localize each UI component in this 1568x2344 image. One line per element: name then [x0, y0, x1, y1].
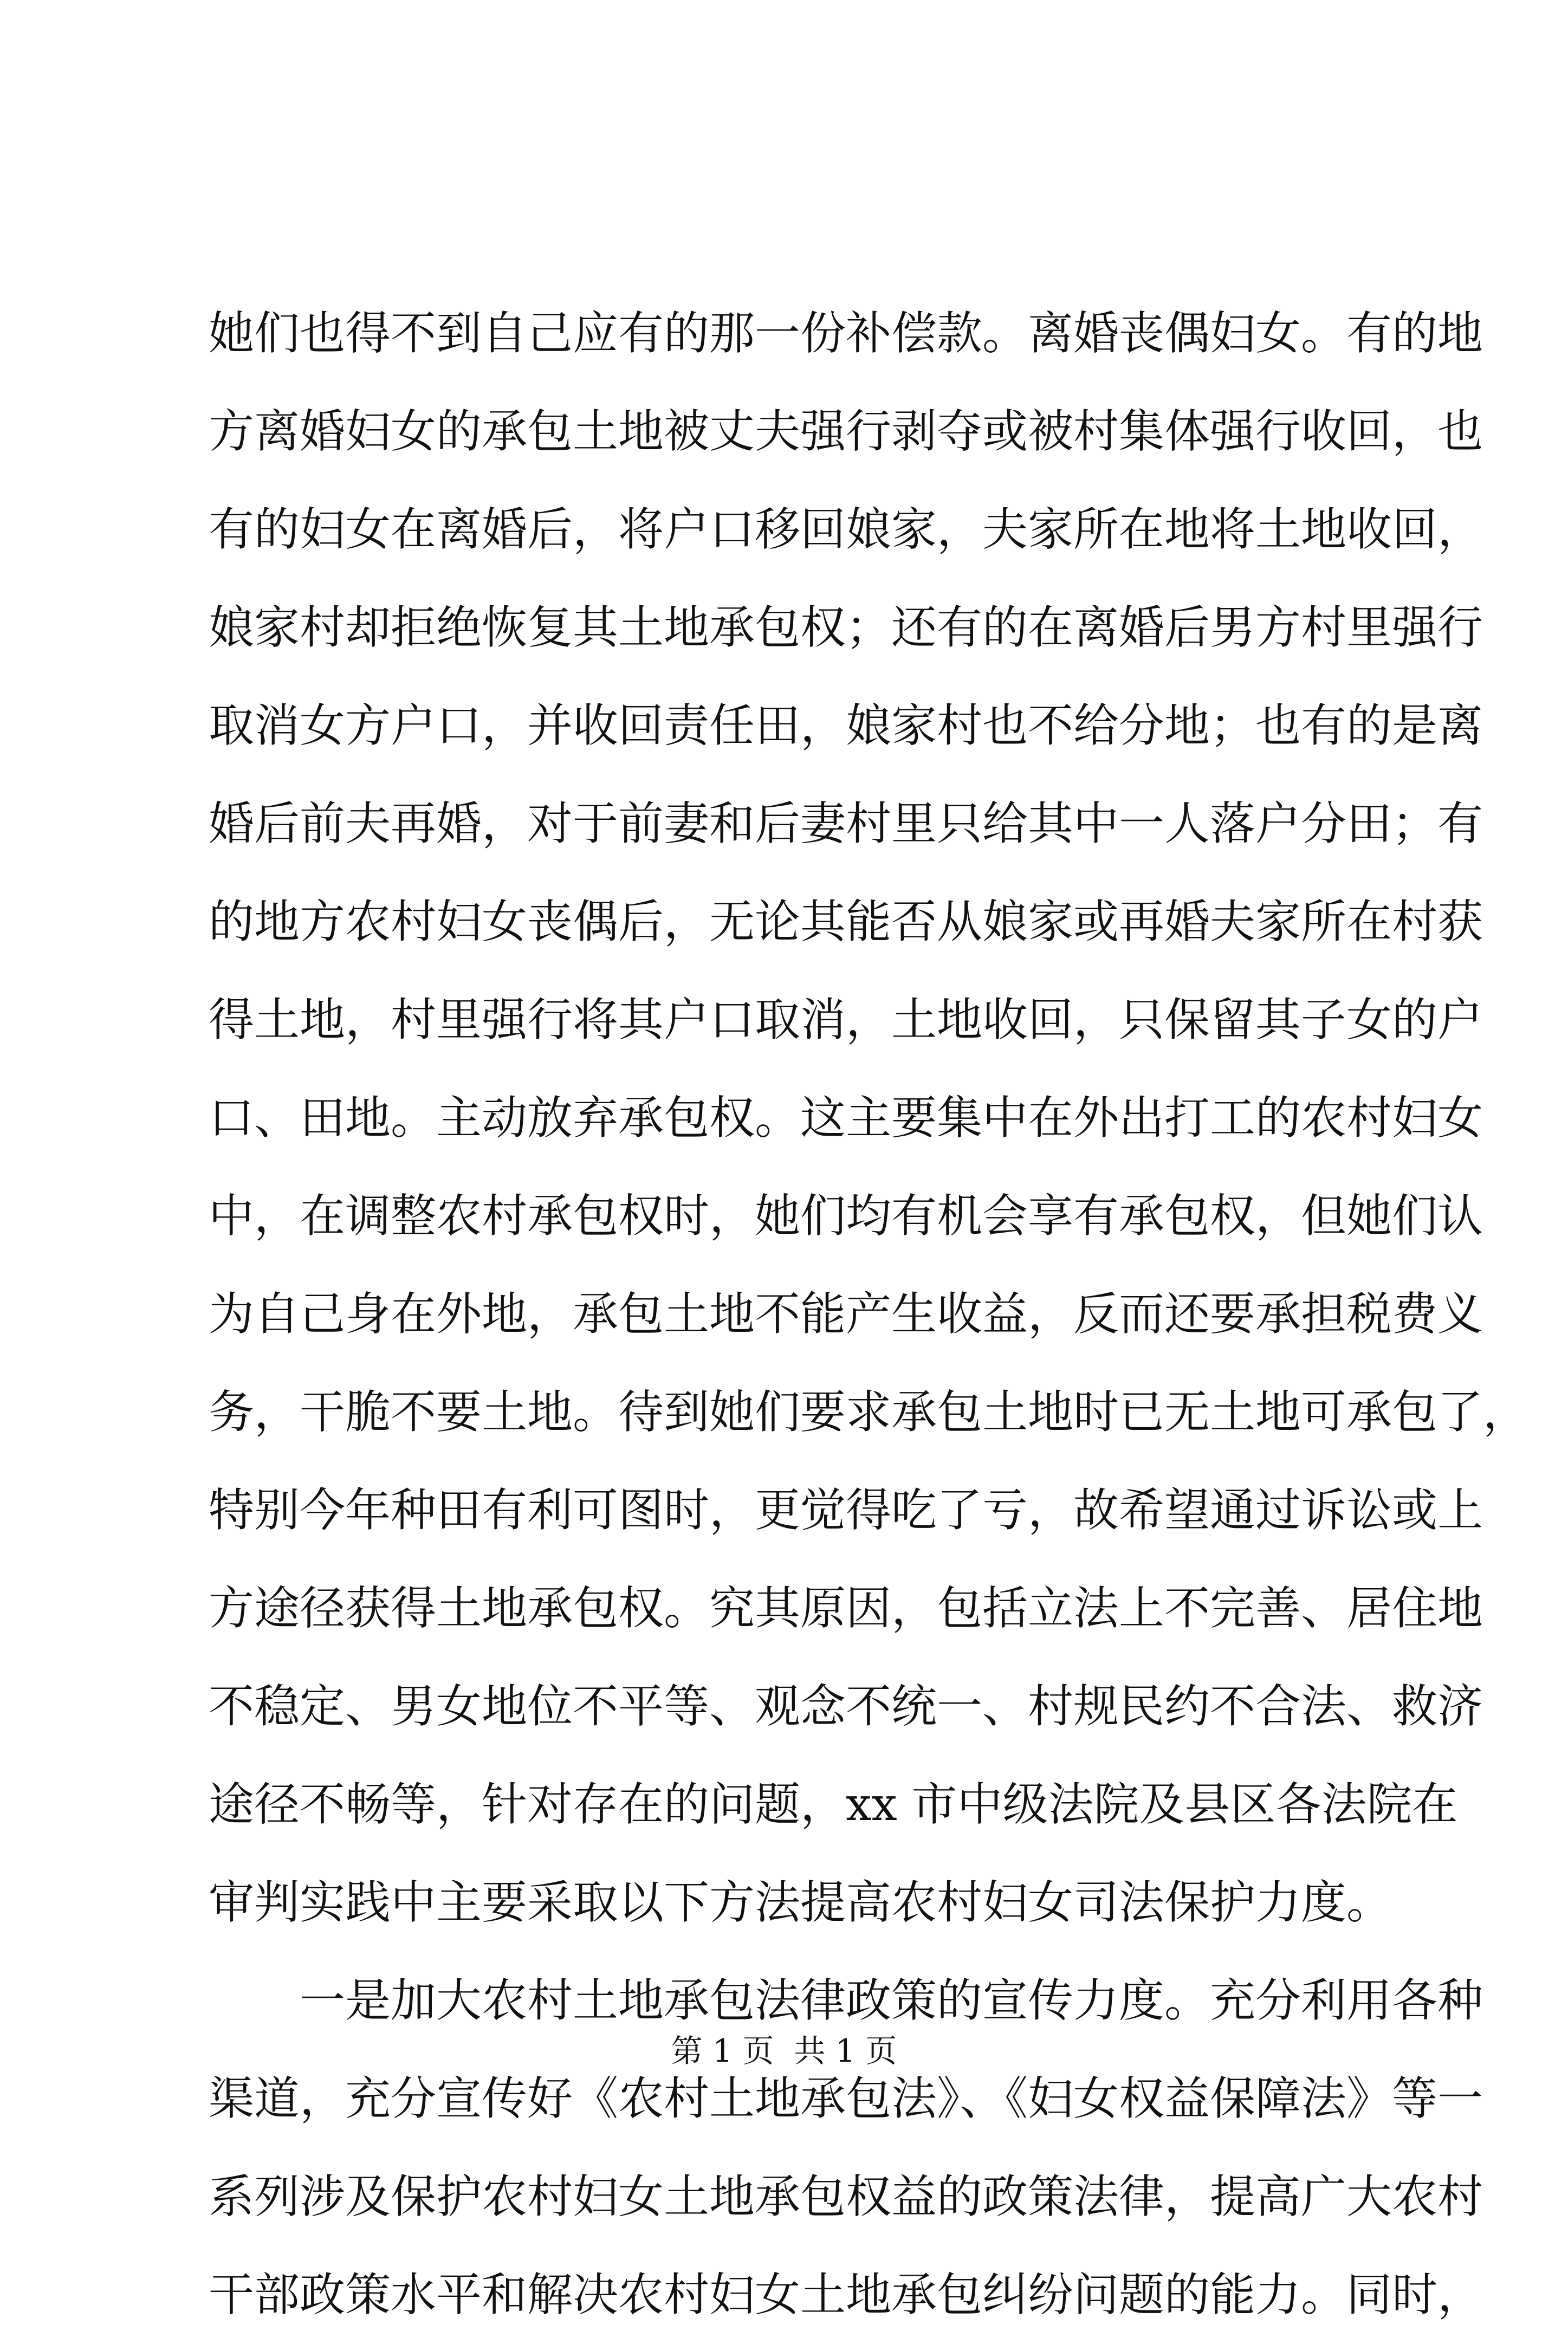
text-line: 方途径获得土地承包权。究其原因，包括立法上不完善、居住地: [209, 1582, 1483, 1635]
page-number-footer: 第 1 页 共 1 页: [671, 2032, 897, 2069]
text-line: 干部政策水平和解决农村妇女土地承包纠纷问题的能力。同时，: [209, 2268, 1483, 2321]
paragraph-last-line: 审判实践中主要采取以下方法提高农村妇女司法保护力度。: [209, 1876, 1392, 1929]
text-line: 方离婚妇女的承包土地被丈夫强行剥夺或被村集体强行收回，也: [209, 405, 1483, 458]
text-line: 为自己身在外地，承包土地不能产生收益，反而还要承担税费义: [209, 1287, 1483, 1341]
text-line: 中，在调整农村承包权时，她们均有机会享有承包权，但她们认: [209, 1189, 1483, 1242]
text-line: 途径不畅等，针对存在的问题，xx 市中级法院及县区各法院在: [209, 1778, 1458, 1831]
text-line: 系列涉及保护农村妇女土地承包权益的政策法律，提高广大农村: [209, 2170, 1483, 2223]
text-line: 务，干脆不要土地。待到她们要求承包土地时已无土地可承包了，: [209, 1385, 1529, 1439]
text-line: 得土地，村里强行将其户口取消，土地收回，只保留其子女的户: [209, 993, 1483, 1046]
text-line: 她们也得不到自己应有的那一份补偿款。离婚丧偶妇女。有的地: [209, 307, 1483, 360]
text-line: 婚后前夫再婚，对于前妻和后妻村里只给其中一人落户分田；有: [209, 797, 1483, 850]
text-line: 渠道，充分宣传好《农村土地承包法》、《妇女权益保障法》等一: [209, 2072, 1483, 2125]
paragraph-first-line: 一是加大农村土地承包法律政策的宣传力度。充分利用各种: [300, 1974, 1483, 2027]
text-line: 取消女方户口，并收回责任田，娘家村也不给分地；也有的是离: [209, 699, 1483, 752]
text-line: 不稳定、男女地位不平等、观念不统一、村规民约不合法、救济: [209, 1680, 1483, 1733]
text-line: 娘家村却拒绝恢复其土地承包权；还有的在离婚后男方村里强行: [209, 601, 1483, 654]
text-line: 口、田地。主动放弃承包权。这主要集中在外出打工的农村妇女: [209, 1091, 1483, 1144]
text-line: 有的妇女在离婚后，将户口移回娘家，夫家所在地将土地收回，: [209, 503, 1483, 556]
text-line: 特别今年种田有利可图时，更觉得吃了亏，故希望通过诉讼或上: [209, 1484, 1483, 1537]
text-line: 的地方农村妇女丧偶后，无论其能否从娘家或再婚夫家所在村获: [209, 895, 1483, 948]
